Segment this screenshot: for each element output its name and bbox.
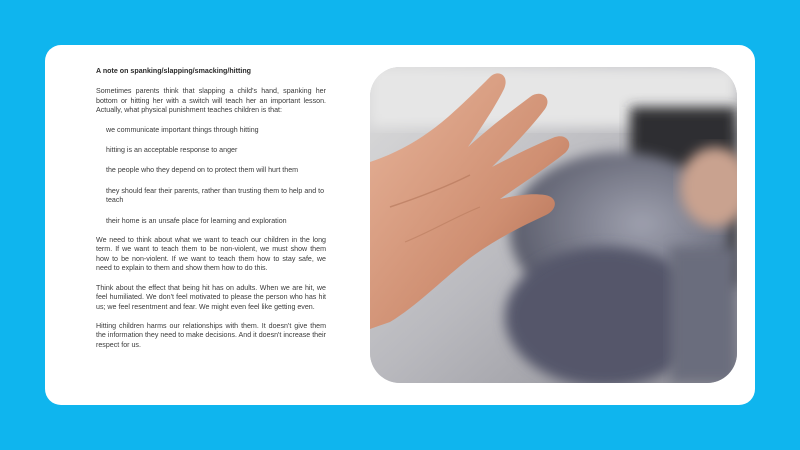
article-text: [96, 67, 326, 360]
lessons-list: [106, 126, 326, 226]
body-paragraph: Hitting children harms our relationships with them. It doesn't give them the information they need to make decisions. And it doesn't increase their respect for us.: [96, 321, 326, 349]
list-item: their home is an unsafe place for learning and exploration: [106, 216, 287, 225]
content-card: [45, 45, 755, 405]
list-item: hitting is an acceptable response to anger: [106, 146, 238, 155]
raised-hand-photo-icon: [370, 67, 737, 383]
list-item: they should fear their parents, rather than trusting them to help and to teach: [106, 186, 325, 205]
hand-child-photo: [370, 67, 737, 383]
list-item: the people who they depend on to protect them will hurt them: [106, 166, 299, 175]
body-paragraph: We need to think about what we want to teach our children in the long term. If we want to teach them to be non-violent, we must show them how to be non-violent. If we want to teach them how to stay safe, we need to explain to them and show them how to do this.: [96, 236, 326, 273]
list-item: we communicate important things through hitting: [106, 125, 259, 134]
body-paragraph: Think about the effect that being hit has on adults. When we are hit, we feel humiliated. We don't feel motivated to please the person who has hit us; we feel resentment and fear. We might even feel like getting even.: [96, 283, 326, 311]
article-heading: A note on spanking/slapping/smacking/hitting: [96, 67, 252, 75]
intro-paragraph: Sometimes parents think that slapping a child's hand, spanking her bottom or hitting her with a switch will teach her an important lesson. Actually, what physical punishment teaches children is that:: [96, 87, 326, 115]
